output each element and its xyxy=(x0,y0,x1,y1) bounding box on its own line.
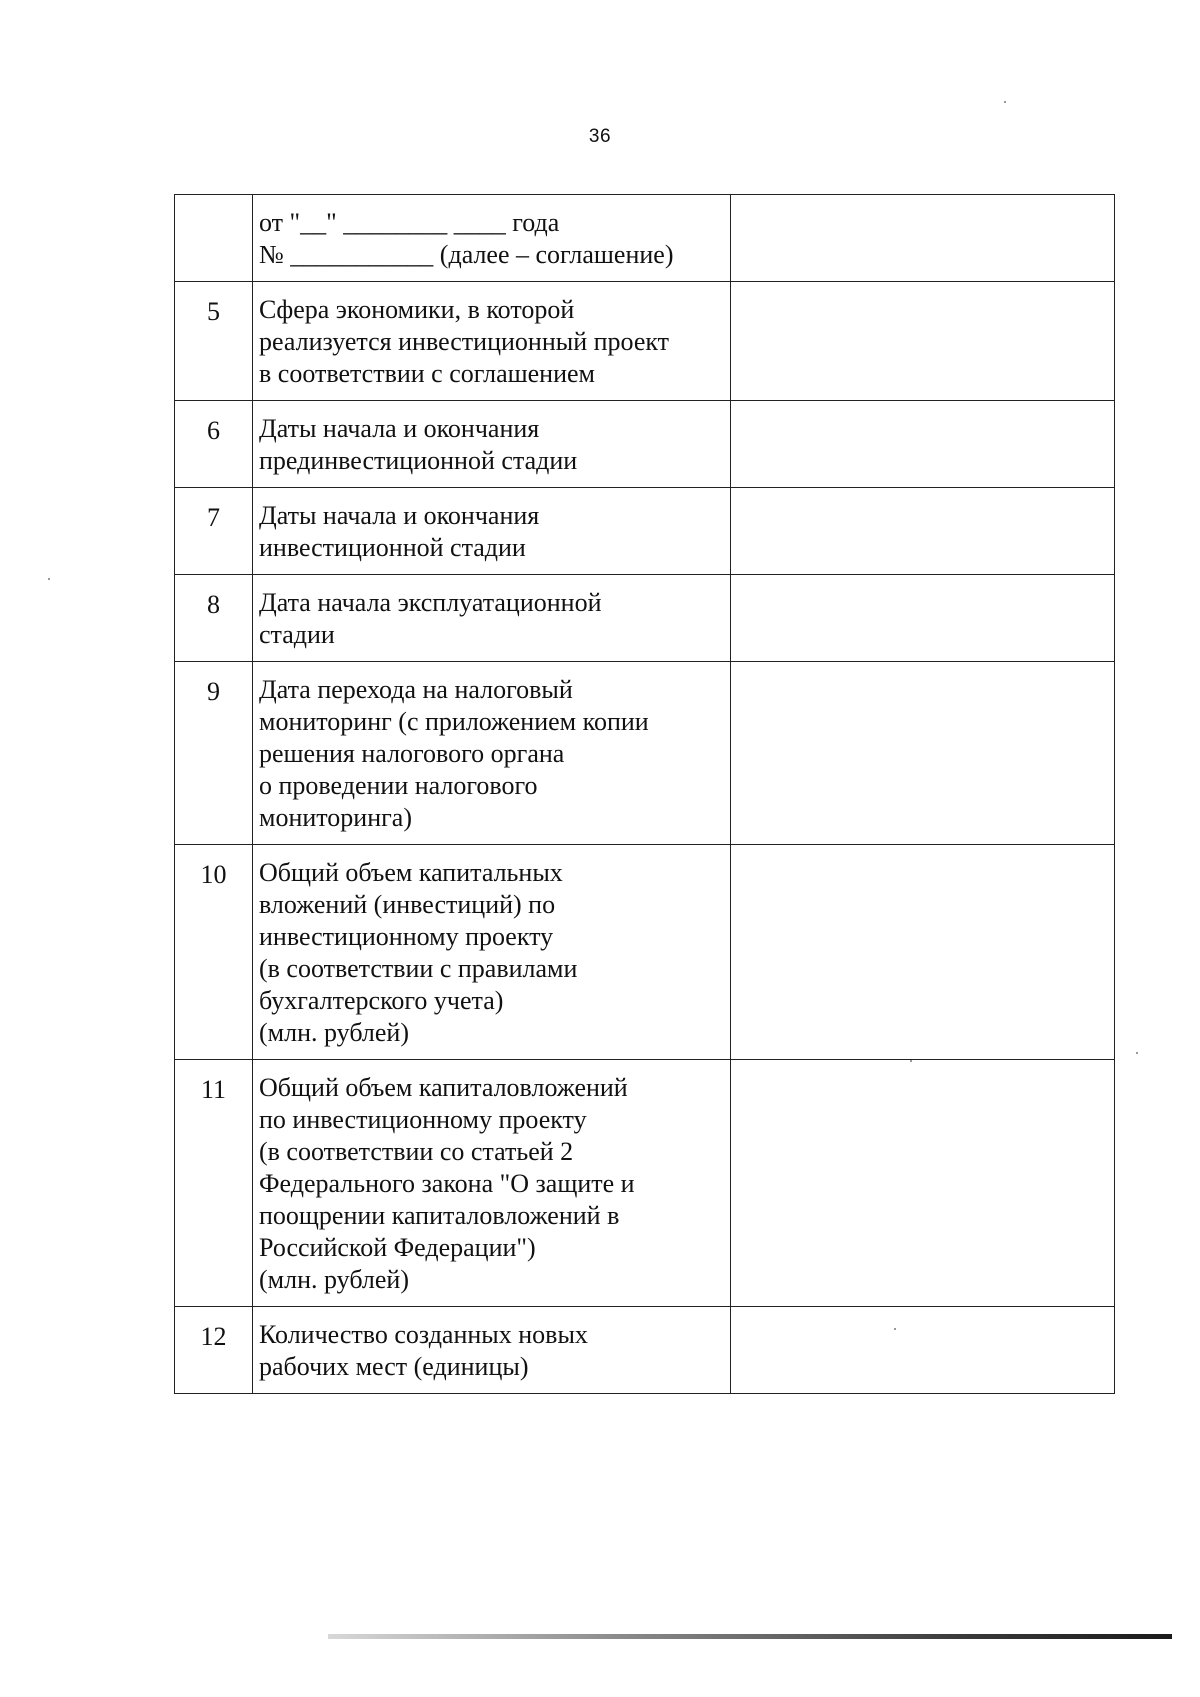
row-number-cell: 8 xyxy=(175,575,253,662)
label-line: Дата перехода на налоговый xyxy=(259,675,573,704)
label-line: бухгалтерского учета) xyxy=(259,986,504,1015)
label-line: (в соответствии со статьей 2 xyxy=(259,1137,574,1166)
label-line: мониторинга) xyxy=(259,803,412,832)
table-row xyxy=(175,195,1115,282)
label-line: поощрении капиталовложений в xyxy=(259,1201,620,1230)
row-label-cell xyxy=(253,488,731,575)
scan-speck xyxy=(910,1060,912,1062)
table-body xyxy=(175,195,1115,1394)
row-label-cell xyxy=(253,662,731,845)
label-line: прединвестиционной стадии xyxy=(259,446,578,475)
label-line: инвестиционному проекту xyxy=(259,922,554,951)
label-line: Даты начала и окончания xyxy=(259,501,540,530)
row-value-cell xyxy=(731,845,1115,1060)
row-label-cell xyxy=(253,1307,731,1394)
scan-edge-line xyxy=(328,1634,1172,1639)
label-line: Федерального закона "О защите и xyxy=(259,1169,635,1198)
form-table xyxy=(174,194,1115,1394)
row-label-cell xyxy=(253,282,731,401)
label-line: реализуется инвестиционный проект xyxy=(259,327,670,356)
scan-speck xyxy=(1004,101,1006,103)
label-line: Даты начала и окончания xyxy=(259,414,540,443)
row-label-cell xyxy=(253,845,731,1060)
table-row xyxy=(175,845,1115,1060)
label-line: решения налогового органа xyxy=(259,739,565,768)
row-number-cell xyxy=(175,195,253,282)
label-line: Сфера экономики, в которой xyxy=(259,295,575,324)
label-line: от "__" ________ ____ года xyxy=(259,208,560,237)
page-number: 36 xyxy=(588,126,612,147)
label-line: (млн. рублей) xyxy=(259,1265,409,1294)
row-label-cell xyxy=(253,401,731,488)
label-line: в соответствии с соглашением xyxy=(259,359,596,388)
row-label-cell xyxy=(253,1060,731,1307)
label-line: мониторинг (с приложением копии xyxy=(259,707,649,736)
row-value-cell xyxy=(731,488,1115,575)
label-line: Общий объем капитальных xyxy=(259,858,563,887)
row-number-cell: 12 xyxy=(175,1307,253,1394)
scan-speck xyxy=(1136,1052,1138,1054)
row-value-cell xyxy=(731,575,1115,662)
table-row xyxy=(175,662,1115,845)
row-value-cell xyxy=(731,282,1115,401)
label-line: по инвестиционному проекту xyxy=(259,1105,587,1134)
row-number-cell: 10 xyxy=(175,845,253,1060)
row-number-cell: 6 xyxy=(175,401,253,488)
row-number-cell: 5 xyxy=(175,282,253,401)
row-label-cell xyxy=(253,195,731,282)
row-value-cell xyxy=(731,1307,1115,1394)
label-line: о проведении налогового xyxy=(259,771,538,800)
row-value-cell xyxy=(731,662,1115,845)
row-value-cell xyxy=(731,401,1115,488)
label-line: Общий объем капиталовложений xyxy=(259,1073,628,1102)
label-line: инвестиционной стадии xyxy=(259,533,526,562)
row-number-cell: 11 xyxy=(175,1060,253,1307)
table-row xyxy=(175,401,1115,488)
row-number-cell: 9 xyxy=(175,662,253,845)
label-line: Российской Федерации") xyxy=(259,1233,536,1262)
label-line: рабочих мест (единицы) xyxy=(259,1352,529,1381)
label-line: Количество созданных новых xyxy=(259,1320,588,1349)
scan-speck xyxy=(48,578,50,580)
label-line: (млн. рублей) xyxy=(259,1018,409,1047)
label-line: (в соответствии с правилами xyxy=(259,954,578,983)
table-row xyxy=(175,1307,1115,1394)
label-line: Дата начала эксплуатационной xyxy=(259,588,602,617)
table-row xyxy=(175,282,1115,401)
row-value-cell xyxy=(731,195,1115,282)
row-value-cell xyxy=(731,1060,1115,1307)
label-line: № ___________ (далее – соглашение) xyxy=(259,240,674,269)
table-row xyxy=(175,575,1115,662)
label-line: вложений (инвестиций) по xyxy=(259,890,556,919)
table-row xyxy=(175,488,1115,575)
table-row xyxy=(175,1060,1115,1307)
row-label-cell xyxy=(253,575,731,662)
scan-speck xyxy=(894,1328,896,1330)
label-line: стадии xyxy=(259,620,335,649)
row-number-cell: 7 xyxy=(175,488,253,575)
